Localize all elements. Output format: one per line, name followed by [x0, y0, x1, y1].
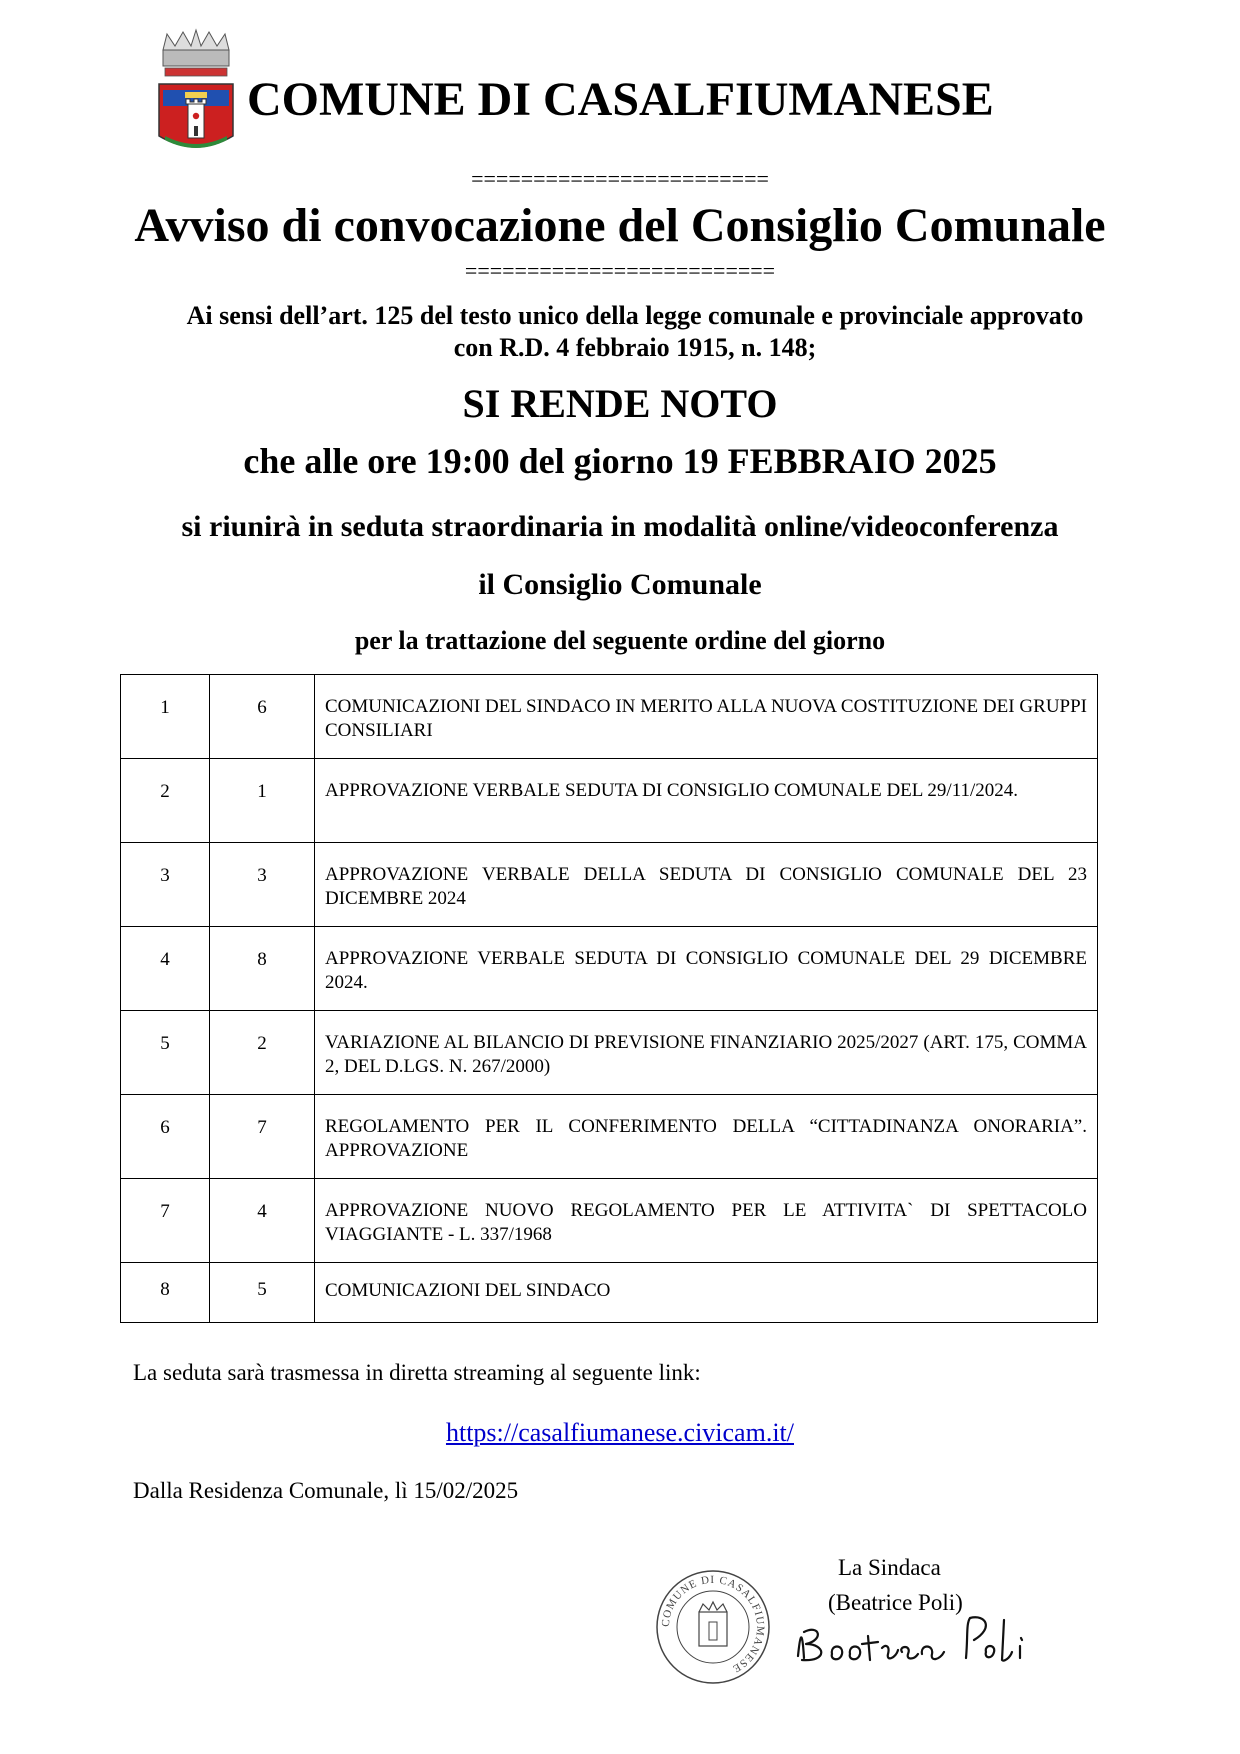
agenda-item-ref: 7: [210, 1095, 315, 1179]
agenda-item-number: 2: [121, 759, 210, 843]
agenda-item-ref: 4: [210, 1179, 315, 1263]
table-row: [121, 843, 1098, 927]
table-row: [121, 927, 1098, 1011]
announcement-heading: SI RENDE NOTO: [462, 381, 778, 426]
agenda-item-text: APPROVAZIONE VERBALE DELLA SEDUTA DI CONSIGLIO COMUNALE DEL 23 DICEMBRE 2024: [315, 843, 1098, 927]
agenda-item-ref: 3: [210, 843, 315, 927]
agenda-item-number: 4: [121, 927, 210, 1011]
stream-link[interactable]: https://casalfiumanese.civicam.it/: [445, 1418, 794, 1447]
table-row: [121, 1179, 1098, 1263]
agenda-item-text: APPROVAZIONE VERBALE SEDUTA DI CONSIGLIO COMUNALE DEL 29 DICEMBRE 2024.: [315, 927, 1098, 1011]
table-row: [121, 1263, 1098, 1323]
table-row: [121, 1095, 1098, 1179]
title-separator-bottom: =========================: [464, 258, 776, 283]
agenda-item-text: COMUNICAZIONI DEL SINDACO IN MERITO ALLA NUOVA COSTITUZIONE DEI GRUPPI CONSILIARI: [315, 675, 1098, 759]
agenda-item-ref: 8: [210, 927, 315, 1011]
legal-basis: [130, 300, 1140, 364]
legal-basis-line-1: Ai sensi dell’art. 125 del testo unico della legge comunale e provinciale approvato: [186, 301, 1084, 330]
agenda-table: [120, 674, 1098, 1323]
agenda-item-text: VARIAZIONE AL BILANCIO DI PREVISIONE FINANZIARIO 2025/2027 (ART. 175, COMMA 2, DEL D.LGS. N. 267/2000): [315, 1011, 1098, 1095]
meeting-datetime: che alle ore 19:00 del giorno 19 FEBBRAIO 2025: [243, 441, 997, 481]
stream-label: La seduta sarà trasmessa in diretta streaming al seguente link:: [133, 1360, 701, 1385]
table-row: [121, 759, 1098, 843]
table-row: [121, 1011, 1098, 1095]
agenda-item-number: 6: [121, 1095, 210, 1179]
agenda-item-text: REGOLAMENTO PER IL CONFERIMENTO DELLA “CITTADINANZA ONORARIA”. APPROVAZIONE: [315, 1095, 1098, 1179]
session-type: si riunirà in seduta straordinaria in modalità online/videoconferenza: [181, 510, 1059, 543]
agenda-item-ref: 5: [210, 1263, 315, 1323]
agenda-item-ref: 2: [210, 1011, 315, 1095]
page-title: Avviso di convocazione del Consiglio Comunale: [134, 199, 1106, 252]
title-separator-top: ========================: [471, 166, 769, 191]
seal-text: COMUNE DI CASALFIUMANESE: [659, 1573, 767, 1675]
signer-name: (Beatrice Poli): [828, 1590, 963, 1615]
agenda-item-number: 8: [121, 1263, 210, 1323]
agenda-item-text: APPROVAZIONE VERBALE SEDUTA DI CONSIGLIO COMUNALE DEL 29/11/2024.: [315, 759, 1098, 843]
agenda-item-ref: 1: [210, 759, 315, 843]
issue-date: Dalla Residenza Comunale, lì 15/02/2025: [133, 1478, 519, 1503]
svg-text:COMUNE DI CASALFIUMANESE: [660, 1574, 766, 1675]
agenda-item-text: COMUNICAZIONI DEL SINDACO: [315, 1263, 1098, 1323]
agenda-item-text: APPROVAZIONE NUOVO REGOLAMENTO PER LE ATTIVITA` DI SPETTACOLO VIAGGIANTE - L. 337/1968: [315, 1179, 1098, 1263]
municipal-seal-stamp: [654, 1568, 772, 1686]
municipality-name: COMUNE DI CASALFIUMANESE: [247, 73, 994, 126]
agenda-item-number: 1: [121, 675, 210, 759]
agenda-item-number: 3: [121, 843, 210, 927]
handwritten-signature: [790, 1596, 1040, 1676]
table-row: [121, 675, 1098, 759]
stream-link-container: [0, 1418, 1240, 1448]
signer-role: La Sindaca: [838, 1555, 941, 1580]
agenda-item-number: 5: [121, 1011, 210, 1095]
coat-of-arms-logo: [155, 28, 237, 158]
legal-basis-line-2: con R.D. 4 febbraio 1915, n. 148;: [453, 333, 817, 362]
agenda-item-ref: 6: [210, 675, 315, 759]
council-body: il Consiglio Comunale: [478, 568, 762, 601]
agenda-intro: per la trattazione del seguente ordine del giorno: [354, 626, 886, 655]
agenda-item-number: 7: [121, 1179, 210, 1263]
